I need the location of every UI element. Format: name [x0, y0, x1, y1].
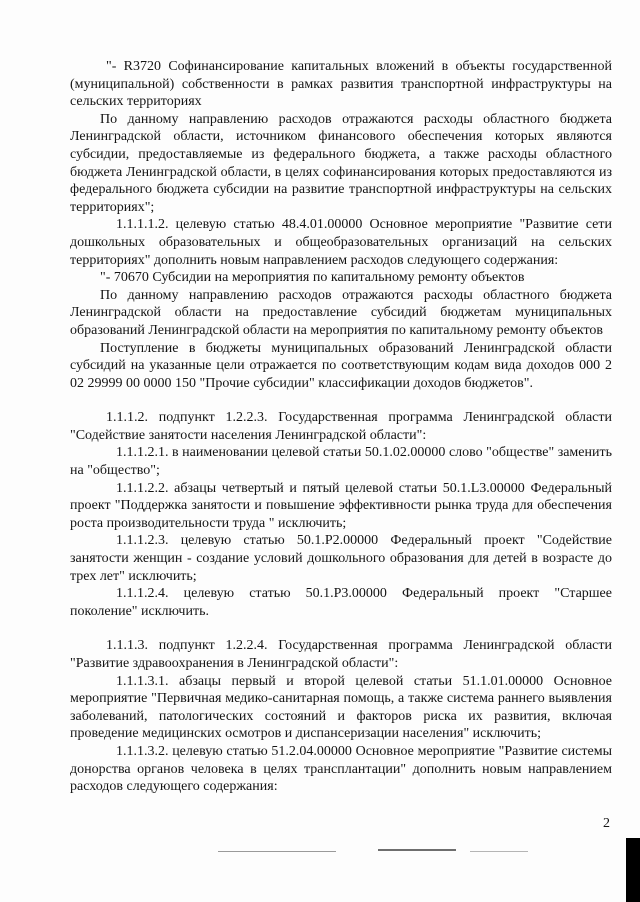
- paragraph-item-1-1-1-3-1: 1.1.1.3.1. абзацы первый и второй целевой статьи 51.1.01.00000 Основное мероприятие "Первичная медико-санитарная помощь, а также система раннего выявления заболеваний, патологических состояний и факторов риска их развития, включая проведение медицинских осмотров и диспансеризации населения" исключить;: [70, 673, 612, 742]
- scan-artifact-line: [218, 851, 336, 852]
- paragraph-70670: "- 70670 Субсидии на мероприятия по капитальному ремонту объектов: [100, 270, 525, 286]
- paragraph-r3720: "- R3720 Софинансирование капитальных вложений в объекты государственной (муниципальной) собственности в рамках развития транспортной инфраструктуры на сельских территориях: [70, 59, 612, 110]
- paragraph-r3720-description: По данному направлению расходов отражаются расходы областного бюджета Ленинградской области, источником финансового обеспечения которых являются субсидии, предоставляемые из федерального бюджета, а также расходы областного бюджета Ленинградской области, в целях софинансирования которых предоставляются из федерального бюджета субсидии на развитие транспортной инфраструктуры на сельских территориях";: [70, 111, 612, 215]
- paragraph-item-1-1-1-3: 1.1.1.3. подпункт 1.2.2.4. Государственная программа Ленинградской области "Развитие здравоохранения в Ленинградской области":: [70, 638, 612, 671]
- paragraph-item-1-1-1-2-1: 1.1.1.2.1. в наименовании целевой статьи 50.1.02.00000 слово "обществе" заменить на "общество";: [70, 445, 612, 479]
- scan-edge-bar: [626, 838, 640, 902]
- scan-artifact-line: [378, 849, 456, 851]
- paragraph-item-1-1-1-2-2: 1.1.1.2.2. абзацы четвертый и пятый целевой статьи 50.1.L3.00000 Федеральный проект "Поддержка занятости и повышение эффективности рынка труда для обеспечения роста производительности труда " исключить;: [70, 480, 612, 531]
- document-body: [70, 58, 612, 796]
- paragraph-item-1-1-1-1-2: 1.1.1.1.2. целевую статью 48.4.01.00000 Основное мероприятие "Развитие сети дошкольных образовательных и общеобразовательных организаций на сельских территориях" дополнить новым направлением расходов следующего содержания:: [70, 217, 612, 268]
- paragraph-item-1-1-1-2: 1.1.1.2. подпункт 1.2.2.3. Государственная программа Ленинградской области "Содействие занятости населения Ленинградской области":: [70, 410, 612, 443]
- paragraph-70670-description: По данному направлению расходов отражаются расходы областного бюджета Ленинградской области на предоставление субсидий бюджетам муниципальных образований Ленинградской области на мероприятия по капитальному ремонту объектов: [70, 287, 612, 338]
- spacer: [70, 392, 612, 409]
- paragraph-income-codes: Поступление в бюджеты муниципальных образований Ленинградской области субсидий на указанные цели отражается по соответствующим кодам вида доходов 000 2 02 29999 00 0000 150 "Прочие субсидии" классификации доходов бюджетов".: [70, 340, 612, 391]
- paragraph-item-1-1-1-2-3: 1.1.1.2.3. целевую статью 50.1.P2.00000 Федеральный проект "Содействие занятости женщин - создание условий дошкольного образования для детей в возрасте до трех лет" исключить;: [70, 533, 612, 584]
- spacer: [70, 620, 612, 637]
- paragraph-item-1-1-1-3-2: 1.1.1.3.2. целевую статью 51.2.04.00000 Основное мероприятие "Развитие системы донорства органов человека в целях трансплантации" дополнить новым направлением расходов следующего содержания:: [70, 743, 612, 795]
- paragraph-item-1-1-1-2-4: 1.1.1.2.4. целевую статью 50.1.P3.00000 Федеральный проект "Старшее поколение" исключить.: [70, 586, 612, 619]
- page-number: 2: [603, 816, 610, 831]
- scan-artifact-line: [470, 851, 528, 852]
